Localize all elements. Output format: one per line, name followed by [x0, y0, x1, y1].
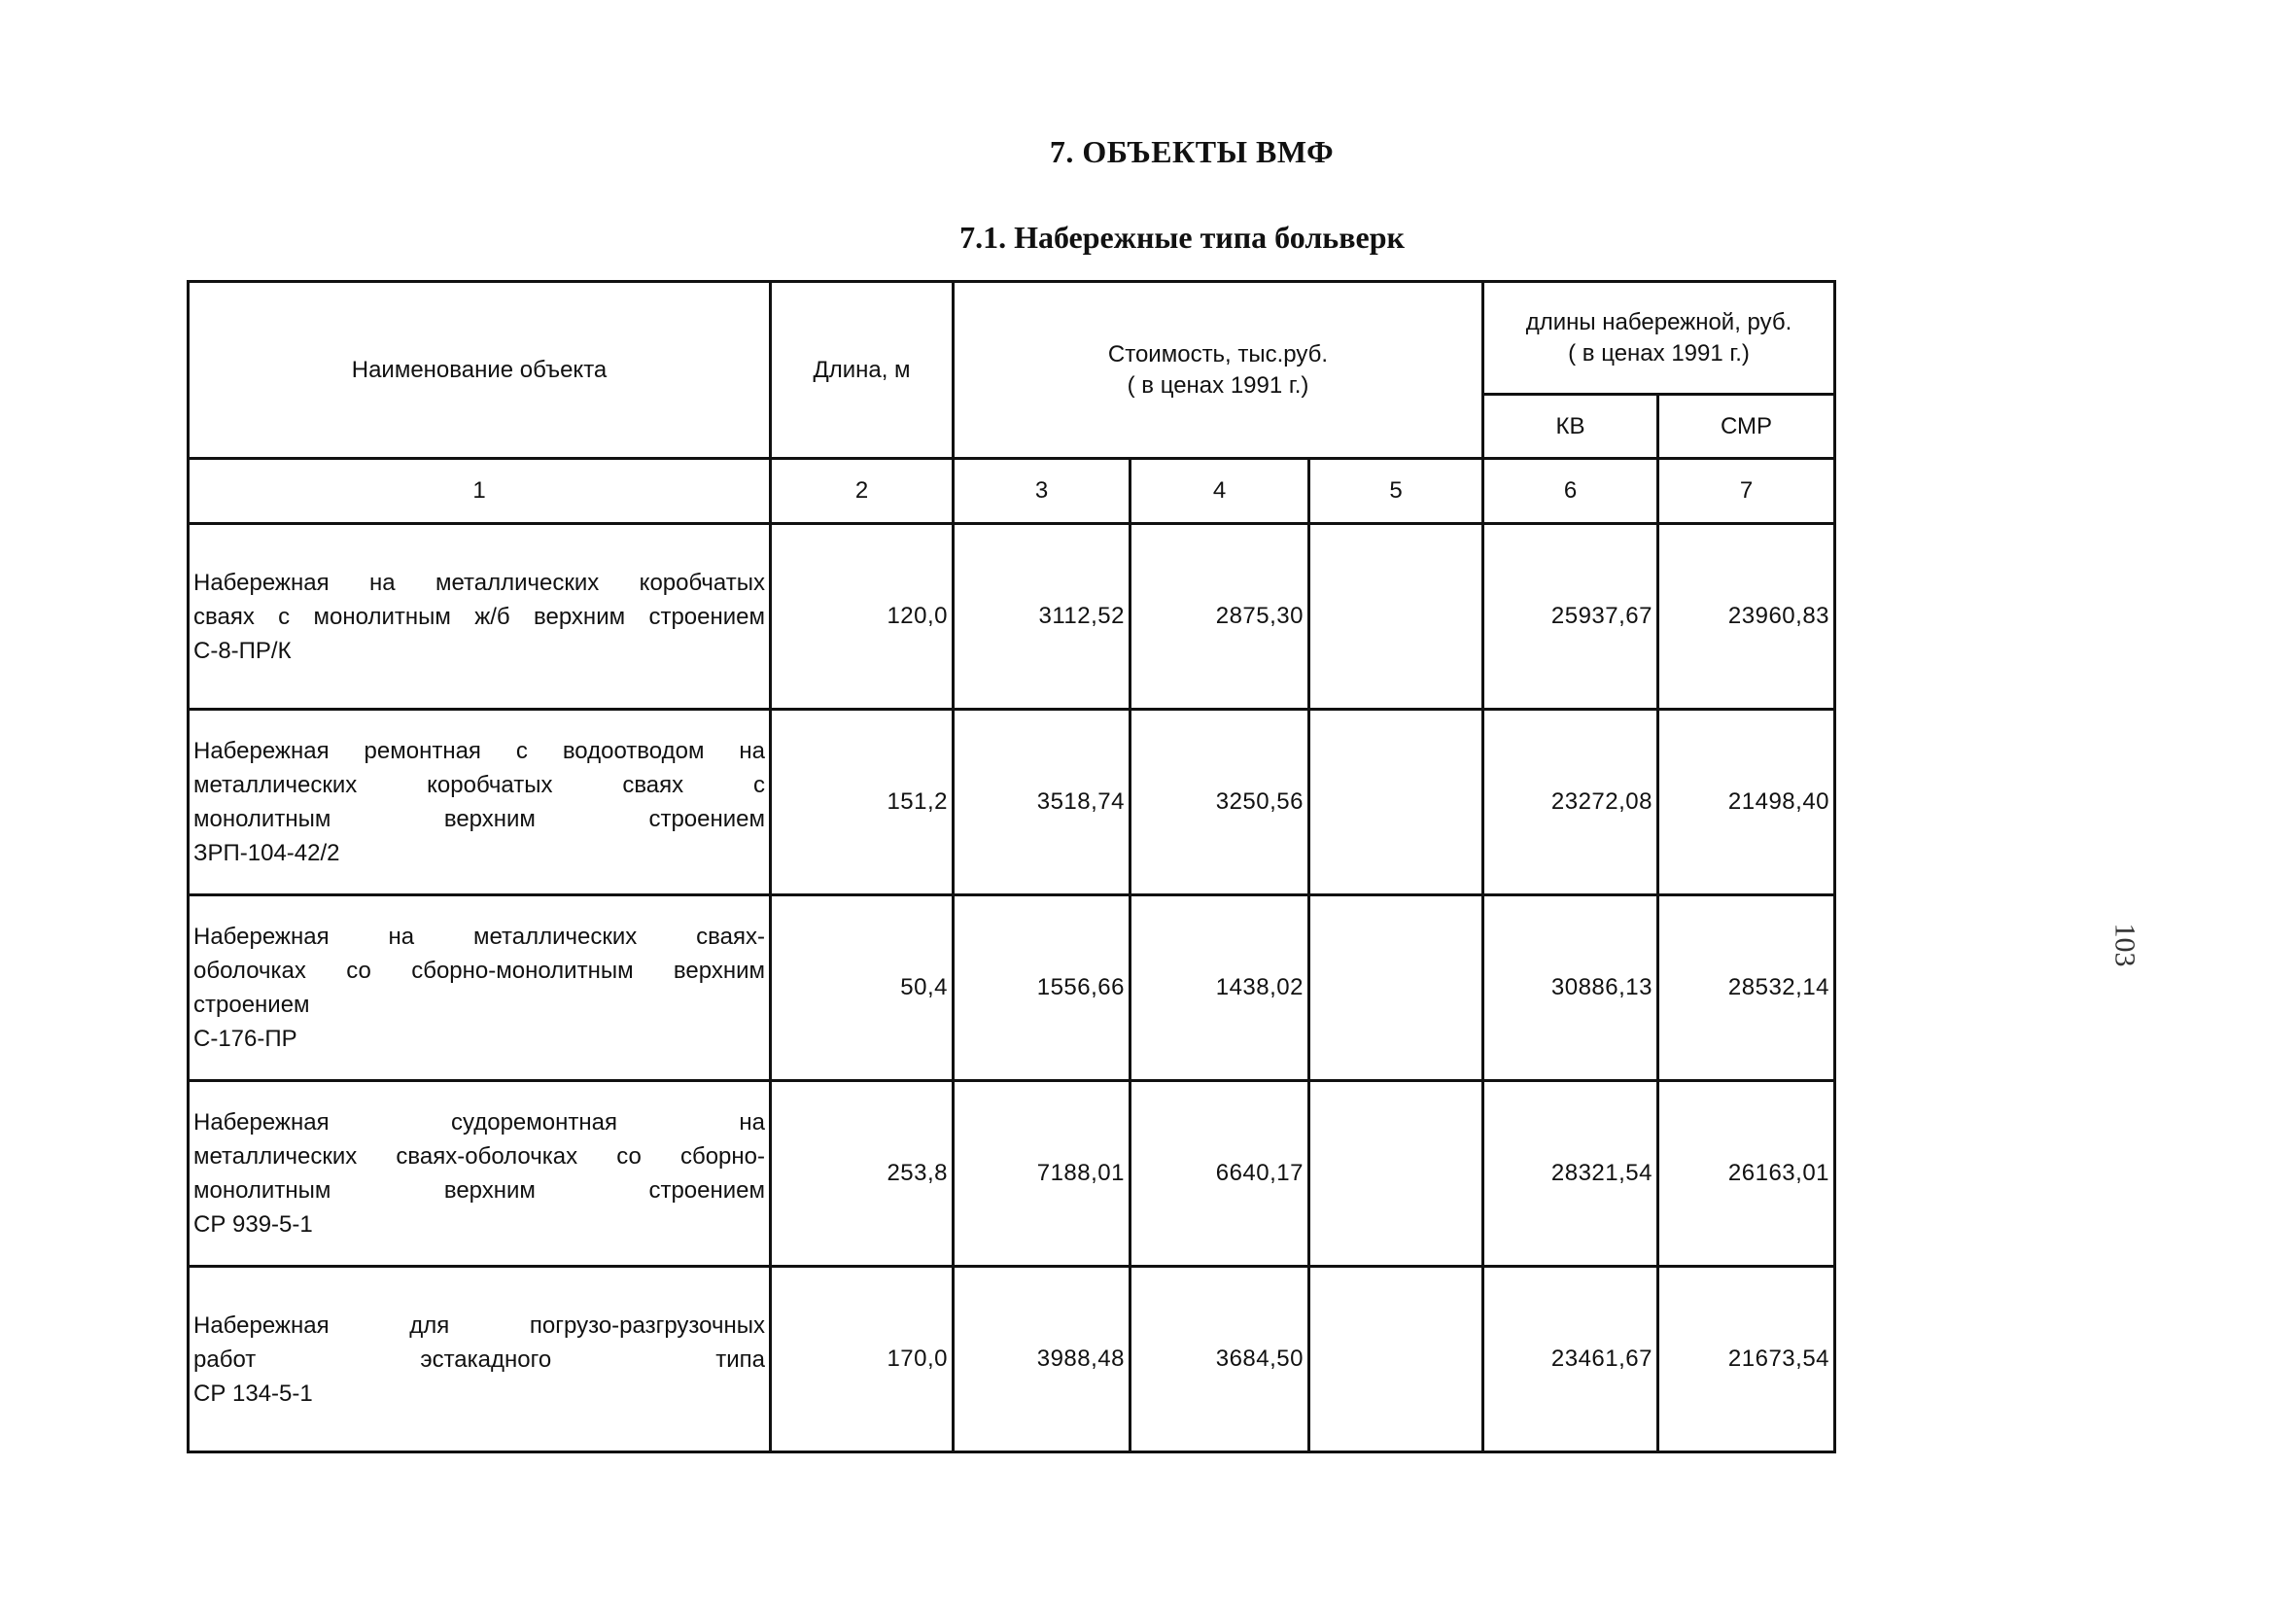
object-name-line: Набережная ремонтная с водоотводом на — [193, 738, 765, 764]
object-name-line: металлических коробчатых сваях с — [193, 772, 765, 798]
object-name-line: С-176-ПР — [193, 1026, 297, 1052]
object-name-line: СР 939-5-1 — [193, 1211, 313, 1238]
length-value: 151,2 — [771, 710, 954, 895]
cost-col5-value — [1309, 1267, 1483, 1452]
cost-col3-value: 1556,66 — [954, 895, 1131, 1081]
header-cost — [954, 282, 1483, 459]
object-name — [189, 710, 771, 895]
header-cost-line2: ( в ценах 1991 г.) — [1127, 371, 1309, 399]
table-row — [189, 1267, 1835, 1452]
smr-value: 23960,83 — [1658, 524, 1835, 710]
cost-col3-value: 3112,52 — [954, 524, 1131, 710]
length-value: 170,0 — [771, 1267, 954, 1452]
cost-col4-value: 3250,56 — [1131, 710, 1309, 895]
cost-col3-value: 3518,74 — [954, 710, 1131, 895]
object-name-line: С-8-ПР/К — [193, 637, 292, 664]
object-name-line: сваях с монолитным ж/б верхним строением — [193, 603, 765, 630]
column-number: 1 — [189, 459, 771, 524]
object-name-line: СР 134-5-1 — [193, 1380, 313, 1407]
object-name — [189, 1081, 771, 1267]
length-value: 50,4 — [771, 895, 954, 1081]
page-title-text: 7. ОБЪЕКТЫ ВМФ — [1049, 134, 1335, 169]
header-per-meter-line1: длины набережной, руб. — [1525, 308, 1792, 335]
table-row — [189, 1081, 1835, 1267]
object-name — [189, 1267, 771, 1452]
table-row — [189, 895, 1835, 1081]
object-name-line: Набережная для погрузо-разгрузочных — [193, 1311, 765, 1339]
header-per-meter — [1483, 282, 1835, 395]
object-name-line: монолитным верхним строением — [193, 806, 765, 832]
header-cost-line1: Стоимость, тыс.руб. — [1107, 340, 1329, 367]
kv-value: 30886,13 — [1483, 895, 1658, 1081]
length-value: 120,0 — [771, 524, 954, 710]
kv-value: 23461,67 — [1483, 1267, 1658, 1452]
kv-value: 25937,67 — [1483, 524, 1658, 710]
header-smr: СМР — [1658, 395, 1835, 459]
length-value: 253,8 — [771, 1081, 954, 1267]
object-name-line: работ эстакадного типа — [193, 1346, 765, 1373]
table-row — [189, 710, 1835, 895]
object-name-line: монолитным верхним строением — [193, 1177, 765, 1204]
table-row — [189, 524, 1835, 710]
header-name: Наименование объекта — [189, 282, 771, 459]
object-name-line: Набережная на металлических коробчатых — [193, 569, 765, 596]
smr-value: 28532,14 — [1658, 895, 1835, 1081]
cost-col4-value: 2875,30 — [1131, 524, 1309, 710]
kv-value: 23272,08 — [1483, 710, 1658, 895]
cost-col3-value: 3988,48 — [954, 1267, 1131, 1452]
object-name-line: ЗРП-104-42/2 — [193, 840, 340, 866]
object-name — [189, 895, 771, 1081]
kv-value: 28321,54 — [1483, 1081, 1658, 1267]
object-name — [189, 524, 771, 710]
smr-value: 26163,01 — [1658, 1081, 1835, 1267]
column-number: 2 — [771, 459, 954, 524]
header-kv: КВ — [1483, 395, 1658, 459]
header-row-1 — [189, 282, 1835, 395]
object-name-line: оболочках со сборно-монолитным верхним — [193, 958, 765, 984]
header-length: Длина, м — [771, 282, 954, 459]
smr-value: 21673,54 — [1658, 1267, 1835, 1452]
cost-col5-value — [1309, 1081, 1483, 1267]
section-title-text: 7.1. Набережные типа больверк — [959, 220, 1405, 255]
object-name-line: строением — [193, 992, 310, 1018]
column-number: 6 — [1483, 459, 1658, 524]
column-number: 4 — [1131, 459, 1309, 524]
column-number: 7 — [1658, 459, 1835, 524]
column-number: 3 — [954, 459, 1131, 524]
cost-col5-value — [1309, 524, 1483, 710]
cost-col4-value: 3684,50 — [1131, 1267, 1309, 1452]
object-name-line: Набережная на металлических сваях- — [193, 924, 765, 950]
margin-page-number: 103 — [2108, 923, 2141, 967]
cost-col3-value: 7188,01 — [954, 1081, 1131, 1267]
column-number-row — [189, 459, 1835, 524]
cost-col4-value: 6640,17 — [1131, 1081, 1309, 1267]
smr-value: 21498,40 — [1658, 710, 1835, 895]
cost-col4-value: 1438,02 — [1131, 895, 1309, 1081]
section-title — [0, 220, 2296, 256]
column-number: 5 — [1309, 459, 1483, 524]
cost-col5-value — [1309, 710, 1483, 895]
object-name-line: Набережная судоремонтная на — [193, 1109, 765, 1136]
header-per-meter-line2: ( в ценах 1991 г.) — [1568, 339, 1750, 367]
page-title — [0, 134, 2296, 170]
cost-col5-value — [1309, 895, 1483, 1081]
cost-table — [187, 280, 1836, 1453]
object-name-line: металлических сваях-оболочках со сборно- — [193, 1143, 765, 1170]
